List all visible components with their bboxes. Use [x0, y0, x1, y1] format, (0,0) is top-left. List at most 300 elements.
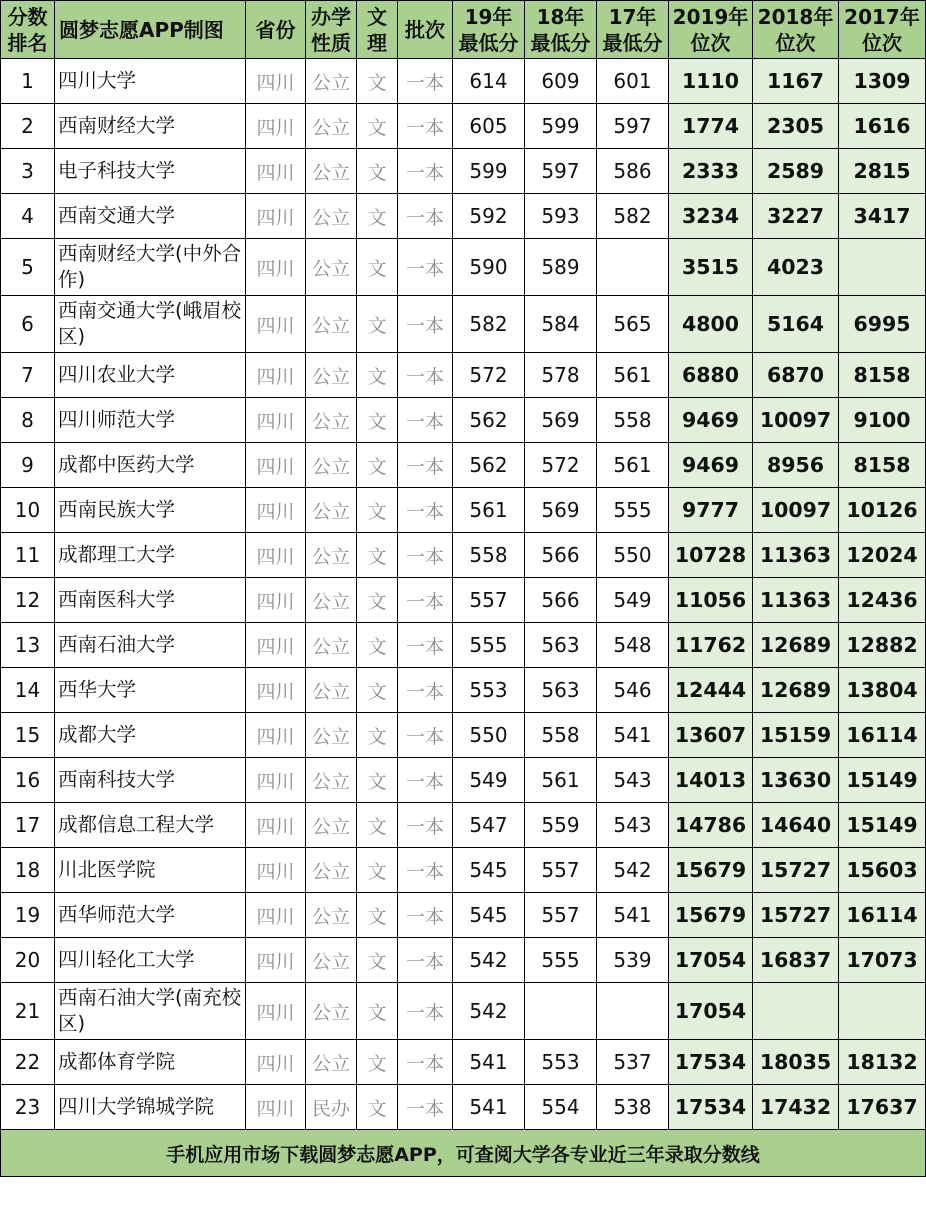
- cell-position-2017: 15149: [839, 758, 926, 803]
- cell-min-score-2017: 542: [597, 848, 669, 893]
- table-row: [1, 1085, 926, 1130]
- cell-min-score-2019: 562: [453, 443, 525, 488]
- cell-subject: 文: [357, 803, 398, 848]
- cell-min-score-2018: 561: [525, 758, 597, 803]
- cell-subject: 文: [357, 938, 398, 983]
- cell-subject: 文: [357, 59, 398, 104]
- cell-subject: 文: [357, 1085, 398, 1130]
- cell-position-2017: 6995: [839, 296, 926, 353]
- cell-subject: 文: [357, 488, 398, 533]
- cell-subject: 文: [357, 443, 398, 488]
- cell-rank: 23: [1, 1085, 55, 1130]
- table-row: [1, 578, 926, 623]
- table-row: [1, 938, 926, 983]
- cell-school-type: 公立: [306, 239, 357, 296]
- cell-school-type: 公立: [306, 713, 357, 758]
- header-min19-line1: 19年: [464, 4, 513, 29]
- cell-rank: 22: [1, 1040, 55, 1085]
- cell-province: 四川: [246, 533, 306, 578]
- cell-position-2018: 5164: [753, 296, 839, 353]
- cell-min-score-2018: 589: [525, 239, 597, 296]
- cell-min-score-2019: 614: [453, 59, 525, 104]
- cell-min-score-2018: 569: [525, 488, 597, 533]
- cell-position-2017: 8158: [839, 353, 926, 398]
- cell-min-score-2018: 593: [525, 194, 597, 239]
- cell-rank: 18: [1, 848, 55, 893]
- cell-min-score-2017: 550: [597, 533, 669, 578]
- cell-school-name: 四川轻化工大学: [55, 938, 246, 983]
- cell-position-2018: 3227: [753, 194, 839, 239]
- cell-school-name: 四川大学锦城学院: [55, 1085, 246, 1130]
- cell-min-score-2019: 590: [453, 239, 525, 296]
- cell-school-name: 成都大学: [55, 713, 246, 758]
- cell-province: 四川: [246, 1085, 306, 1130]
- cell-position-2018: 17432: [753, 1085, 839, 1130]
- cell-position-2019: 1110: [669, 59, 753, 104]
- cell-position-2017: 17637: [839, 1085, 926, 1130]
- cell-min-score-2019: 572: [453, 353, 525, 398]
- cell-min-score-2019: 599: [453, 149, 525, 194]
- cell-school-name: 电子科技大学: [55, 149, 246, 194]
- cell-rank: 12: [1, 578, 55, 623]
- cell-school-name: 西华大学: [55, 668, 246, 713]
- cell-min-score-2018: 609: [525, 59, 597, 104]
- cell-position-2019: 15679: [669, 848, 753, 893]
- cell-position-2017: 16114: [839, 713, 926, 758]
- cell-min-score-2017: 549: [597, 578, 669, 623]
- cell-position-2018: [753, 983, 839, 1040]
- cell-batch: 一本: [398, 668, 453, 713]
- cell-min-score-2018: 597: [525, 149, 597, 194]
- cell-province: 四川: [246, 488, 306, 533]
- header-subject-line1: 文: [367, 4, 387, 29]
- cell-position-2019: 6880: [669, 353, 753, 398]
- cell-min-score-2018: 599: [525, 104, 597, 149]
- cell-position-2019: 10728: [669, 533, 753, 578]
- cell-position-2018: 2589: [753, 149, 839, 194]
- cell-position-2017: 1309: [839, 59, 926, 104]
- cell-school-name: 西南交通大学: [55, 194, 246, 239]
- cell-position-2017: 12024: [839, 533, 926, 578]
- cell-min-score-2019: 549: [453, 758, 525, 803]
- cell-position-2017: 12882: [839, 623, 926, 668]
- table-row: [1, 893, 926, 938]
- cell-school-name: 成都中医药大学: [55, 443, 246, 488]
- header-pos19: [669, 1, 753, 59]
- cell-position-2019: 9469: [669, 443, 753, 488]
- cell-school-type: 公立: [306, 194, 357, 239]
- cell-school-type: 公立: [306, 803, 357, 848]
- cell-min-score-2017: 537: [597, 1040, 669, 1085]
- cell-position-2018: 8956: [753, 443, 839, 488]
- cell-batch: 一本: [398, 1040, 453, 1085]
- cell-subject: 文: [357, 104, 398, 149]
- header-pos19-line2: 位次: [690, 30, 731, 55]
- cell-position-2018: 16837: [753, 938, 839, 983]
- cell-province: 四川: [246, 668, 306, 713]
- cell-batch: 一本: [398, 533, 453, 578]
- cell-rank: 20: [1, 938, 55, 983]
- cell-subject: 文: [357, 758, 398, 803]
- table-row: [1, 1040, 926, 1085]
- cell-province: 四川: [246, 713, 306, 758]
- cell-min-score-2019: 582: [453, 296, 525, 353]
- cell-school-type: 公立: [306, 623, 357, 668]
- header-name: 圆梦志愿APP制图: [55, 1, 246, 59]
- cell-min-score-2018: 572: [525, 443, 597, 488]
- cell-min-score-2017: 601: [597, 59, 669, 104]
- cell-rank: 19: [1, 893, 55, 938]
- cell-province: 四川: [246, 938, 306, 983]
- cell-school-type: 公立: [306, 893, 357, 938]
- cell-min-score-2018: 553: [525, 1040, 597, 1085]
- cell-position-2019: 17534: [669, 1085, 753, 1130]
- cell-province: 四川: [246, 398, 306, 443]
- table-row: [1, 443, 926, 488]
- cell-min-score-2019: 547: [453, 803, 525, 848]
- cell-subject: 文: [357, 983, 398, 1040]
- table-row: [1, 848, 926, 893]
- cell-rank: 16: [1, 758, 55, 803]
- cell-min-score-2019: 558: [453, 533, 525, 578]
- cell-school-name: 西南财经大学(中外合作): [55, 239, 246, 296]
- cell-province: 四川: [246, 803, 306, 848]
- cell-min-score-2019: 545: [453, 848, 525, 893]
- cell-school-name: 西南石油大学: [55, 623, 246, 668]
- cell-min-score-2019: 541: [453, 1085, 525, 1130]
- header-subject: [357, 1, 398, 59]
- cell-min-score-2019: 557: [453, 578, 525, 623]
- cell-position-2017: 3417: [839, 194, 926, 239]
- header-subject-line2: 理: [367, 30, 387, 55]
- cell-position-2017: [839, 983, 926, 1040]
- cell-school-type: 公立: [306, 848, 357, 893]
- cell-min-score-2018: 557: [525, 893, 597, 938]
- header-pos17-line2: 位次: [862, 30, 902, 55]
- cell-rank: 6: [1, 296, 55, 353]
- cell-province: 四川: [246, 149, 306, 194]
- cell-position-2017: 9100: [839, 398, 926, 443]
- cell-rank: 13: [1, 623, 55, 668]
- cell-school-type: 公立: [306, 938, 357, 983]
- header-pos18: [753, 1, 839, 59]
- table-row: [1, 983, 926, 1040]
- cell-province: 四川: [246, 239, 306, 296]
- cell-position-2017: 15149: [839, 803, 926, 848]
- cell-school-type: 公立: [306, 443, 357, 488]
- cell-school-name: 四川师范大学: [55, 398, 246, 443]
- cell-min-score-2017: 541: [597, 713, 669, 758]
- cell-position-2019: 17054: [669, 983, 753, 1040]
- table-row: [1, 194, 926, 239]
- cell-position-2017: 16114: [839, 893, 926, 938]
- table-row: [1, 353, 926, 398]
- cell-min-score-2017: 565: [597, 296, 669, 353]
- cell-min-score-2017: 561: [597, 443, 669, 488]
- cell-position-2018: 14640: [753, 803, 839, 848]
- cell-school-name: 西南民族大学: [55, 488, 246, 533]
- cell-min-score-2019: 605: [453, 104, 525, 149]
- cell-position-2017: 18132: [839, 1040, 926, 1085]
- cell-school-name: 西南医科大学: [55, 578, 246, 623]
- cell-min-score-2017: [597, 983, 669, 1040]
- cell-position-2018: 15159: [753, 713, 839, 758]
- cell-batch: 一本: [398, 59, 453, 104]
- cell-position-2018: 15727: [753, 893, 839, 938]
- cell-school-name: 西南石油大学(南充校区): [55, 983, 246, 1040]
- cell-school-type: 公立: [306, 59, 357, 104]
- table-row: [1, 398, 926, 443]
- cell-school-type: 公立: [306, 149, 357, 194]
- cell-subject: 文: [357, 533, 398, 578]
- cell-subject: 文: [357, 578, 398, 623]
- cell-province: 四川: [246, 893, 306, 938]
- cell-position-2019: 15679: [669, 893, 753, 938]
- header-min17-line1: 17年: [608, 4, 657, 29]
- header-min19: [453, 1, 525, 59]
- table-row: [1, 59, 926, 104]
- table-row: [1, 713, 926, 758]
- cell-batch: 一本: [398, 1085, 453, 1130]
- cell-rank: 10: [1, 488, 55, 533]
- cell-batch: 一本: [398, 239, 453, 296]
- header-type-line2: 性质: [311, 30, 351, 55]
- cell-position-2018: 6870: [753, 353, 839, 398]
- cell-school-type: 公立: [306, 296, 357, 353]
- cell-min-score-2018: 557: [525, 848, 597, 893]
- cell-position-2017: 2815: [839, 149, 926, 194]
- cell-position-2019: 11762: [669, 623, 753, 668]
- cell-school-name: 西南交通大学(峨眉校区): [55, 296, 246, 353]
- cell-batch: 一本: [398, 296, 453, 353]
- cell-position-2019: 17054: [669, 938, 753, 983]
- cell-position-2017: [839, 239, 926, 296]
- table-row: [1, 239, 926, 296]
- header-rank: [1, 1, 55, 59]
- cell-school-type: 公立: [306, 398, 357, 443]
- cell-min-score-2018: 559: [525, 803, 597, 848]
- cell-min-score-2019: 545: [453, 893, 525, 938]
- cell-batch: 一本: [398, 353, 453, 398]
- header-pos17-line1: 2017年: [844, 4, 920, 29]
- cell-subject: 文: [357, 353, 398, 398]
- cell-subject: 文: [357, 194, 398, 239]
- cell-rank: 3: [1, 149, 55, 194]
- table-row: [1, 488, 926, 533]
- cell-province: 四川: [246, 353, 306, 398]
- cell-province: 四川: [246, 578, 306, 623]
- table-row: [1, 803, 926, 848]
- cell-school-name: 成都理工大学: [55, 533, 246, 578]
- cell-min-score-2018: 558: [525, 713, 597, 758]
- cell-position-2019: 13607: [669, 713, 753, 758]
- header-pos19-line1: 2019年: [672, 4, 749, 29]
- cell-position-2017: 15603: [839, 848, 926, 893]
- header-min19-line2: 最低分: [458, 30, 519, 55]
- cell-position-2018: 10097: [753, 398, 839, 443]
- table-row: [1, 149, 926, 194]
- cell-min-score-2018: 554: [525, 1085, 597, 1130]
- cell-min-score-2017: [597, 239, 669, 296]
- cell-min-score-2018: 584: [525, 296, 597, 353]
- cell-position-2019: 17534: [669, 1040, 753, 1085]
- header-province: 省份: [246, 1, 306, 59]
- cell-min-score-2019: 555: [453, 623, 525, 668]
- cell-position-2019: 9777: [669, 488, 753, 533]
- header-min18: [525, 1, 597, 59]
- cell-min-score-2019: 542: [453, 983, 525, 1040]
- header-type-line1: 办学: [311, 4, 351, 29]
- cell-subject: 文: [357, 848, 398, 893]
- cell-min-score-2018: [525, 983, 597, 1040]
- cell-rank: 7: [1, 353, 55, 398]
- cell-school-type: 公立: [306, 104, 357, 149]
- cell-min-score-2018: 563: [525, 623, 597, 668]
- cell-min-score-2018: 555: [525, 938, 597, 983]
- cell-school-name: 西华师范大学: [55, 893, 246, 938]
- table-row: [1, 104, 926, 149]
- cell-position-2018: 15727: [753, 848, 839, 893]
- cell-subject: 文: [357, 239, 398, 296]
- cell-position-2017: 1616: [839, 104, 926, 149]
- cell-position-2019: 12444: [669, 668, 753, 713]
- cell-rank: 2: [1, 104, 55, 149]
- cell-position-2017: 10126: [839, 488, 926, 533]
- cell-batch: 一本: [398, 149, 453, 194]
- cell-batch: 一本: [398, 938, 453, 983]
- cell-min-score-2018: 569: [525, 398, 597, 443]
- cell-rank: 17: [1, 803, 55, 848]
- cell-position-2019: 3234: [669, 194, 753, 239]
- cell-subject: 文: [357, 713, 398, 758]
- cell-position-2017: 13804: [839, 668, 926, 713]
- cell-position-2018: 18035: [753, 1040, 839, 1085]
- cell-province: 四川: [246, 1040, 306, 1085]
- cell-batch: 一本: [398, 443, 453, 488]
- cell-min-score-2019: 562: [453, 398, 525, 443]
- cell-school-name: 成都信息工程大学: [55, 803, 246, 848]
- cell-batch: 一本: [398, 488, 453, 533]
- cell-school-name: 西南科技大学: [55, 758, 246, 803]
- cell-min-score-2019: 592: [453, 194, 525, 239]
- cell-province: 四川: [246, 443, 306, 488]
- cell-min-score-2017: 555: [597, 488, 669, 533]
- cell-school-name: 四川农业大学: [55, 353, 246, 398]
- header-rank-line1: 分数: [7, 4, 48, 29]
- table-row: [1, 533, 926, 578]
- cell-subject: 文: [357, 1040, 398, 1085]
- cell-min-score-2017: 539: [597, 938, 669, 983]
- cell-province: 四川: [246, 296, 306, 353]
- cell-school-name: 西南财经大学: [55, 104, 246, 149]
- cell-position-2019: 2333: [669, 149, 753, 194]
- header-min17-line2: 最低分: [602, 30, 663, 55]
- cell-province: 四川: [246, 758, 306, 803]
- header-pos18-line2: 位次: [775, 30, 816, 55]
- cell-min-score-2019: 561: [453, 488, 525, 533]
- cell-position-2019: 4800: [669, 296, 753, 353]
- cell-province: 四川: [246, 194, 306, 239]
- cell-rank: 11: [1, 533, 55, 578]
- cell-school-type: 民办: [306, 1085, 357, 1130]
- cell-batch: 一本: [398, 893, 453, 938]
- cell-position-2018: 11363: [753, 578, 839, 623]
- cell-subject: 文: [357, 398, 398, 443]
- cell-subject: 文: [357, 296, 398, 353]
- cell-province: 四川: [246, 623, 306, 668]
- cell-min-score-2018: 578: [525, 353, 597, 398]
- cell-position-2018: 11363: [753, 533, 839, 578]
- cell-school-name: 四川大学: [55, 59, 246, 104]
- cell-rank: 15: [1, 713, 55, 758]
- cell-school-type: 公立: [306, 1040, 357, 1085]
- cell-position-2019: 9469: [669, 398, 753, 443]
- cell-position-2018: 12689: [753, 623, 839, 668]
- cell-rank: 1: [1, 59, 55, 104]
- cell-school-type: 公立: [306, 533, 357, 578]
- cell-rank: 9: [1, 443, 55, 488]
- cell-min-score-2017: 586: [597, 149, 669, 194]
- cell-rank: 14: [1, 668, 55, 713]
- cell-min-score-2017: 538: [597, 1085, 669, 1130]
- header-pos17: [839, 1, 926, 59]
- cell-province: 四川: [246, 104, 306, 149]
- cell-position-2017: 17073: [839, 938, 926, 983]
- cell-min-score-2019: 542: [453, 938, 525, 983]
- cell-min-score-2017: 561: [597, 353, 669, 398]
- cell-province: 四川: [246, 59, 306, 104]
- cell-batch: 一本: [398, 578, 453, 623]
- cell-position-2019: 14786: [669, 803, 753, 848]
- cell-min-score-2017: 541: [597, 893, 669, 938]
- cell-min-score-2017: 543: [597, 803, 669, 848]
- cell-batch: 一本: [398, 194, 453, 239]
- cell-position-2019: 14013: [669, 758, 753, 803]
- cell-rank: 21: [1, 983, 55, 1040]
- cell-min-score-2017: 582: [597, 194, 669, 239]
- cell-school-type: 公立: [306, 353, 357, 398]
- cell-min-score-2017: 558: [597, 398, 669, 443]
- cell-min-score-2017: 548: [597, 623, 669, 668]
- cell-batch: 一本: [398, 398, 453, 443]
- cell-min-score-2019: 550: [453, 713, 525, 758]
- header-batch: 批次: [398, 1, 453, 59]
- cell-min-score-2019: 541: [453, 1040, 525, 1085]
- cell-position-2019: 11056: [669, 578, 753, 623]
- cell-min-score-2018: 563: [525, 668, 597, 713]
- cell-school-type: 公立: [306, 488, 357, 533]
- table-row: [1, 623, 926, 668]
- cell-batch: 一本: [398, 983, 453, 1040]
- cell-province: 四川: [246, 983, 306, 1040]
- cell-min-score-2017: 546: [597, 668, 669, 713]
- cell-rank: 8: [1, 398, 55, 443]
- cell-position-2018: 12689: [753, 668, 839, 713]
- cell-batch: 一本: [398, 623, 453, 668]
- cell-school-type: 公立: [306, 668, 357, 713]
- cell-min-score-2017: 597: [597, 104, 669, 149]
- cell-subject: 文: [357, 623, 398, 668]
- cell-school-name: 川北医学院: [55, 848, 246, 893]
- cell-batch: 一本: [398, 104, 453, 149]
- table-body: [1, 59, 926, 1130]
- header-pos18-line1: 2018年: [757, 4, 834, 29]
- cell-position-2019: 1774: [669, 104, 753, 149]
- cell-rank: 4: [1, 194, 55, 239]
- table-row: [1, 296, 926, 353]
- header-min18-line2: 最低分: [530, 30, 591, 55]
- cell-position-2018: 13630: [753, 758, 839, 803]
